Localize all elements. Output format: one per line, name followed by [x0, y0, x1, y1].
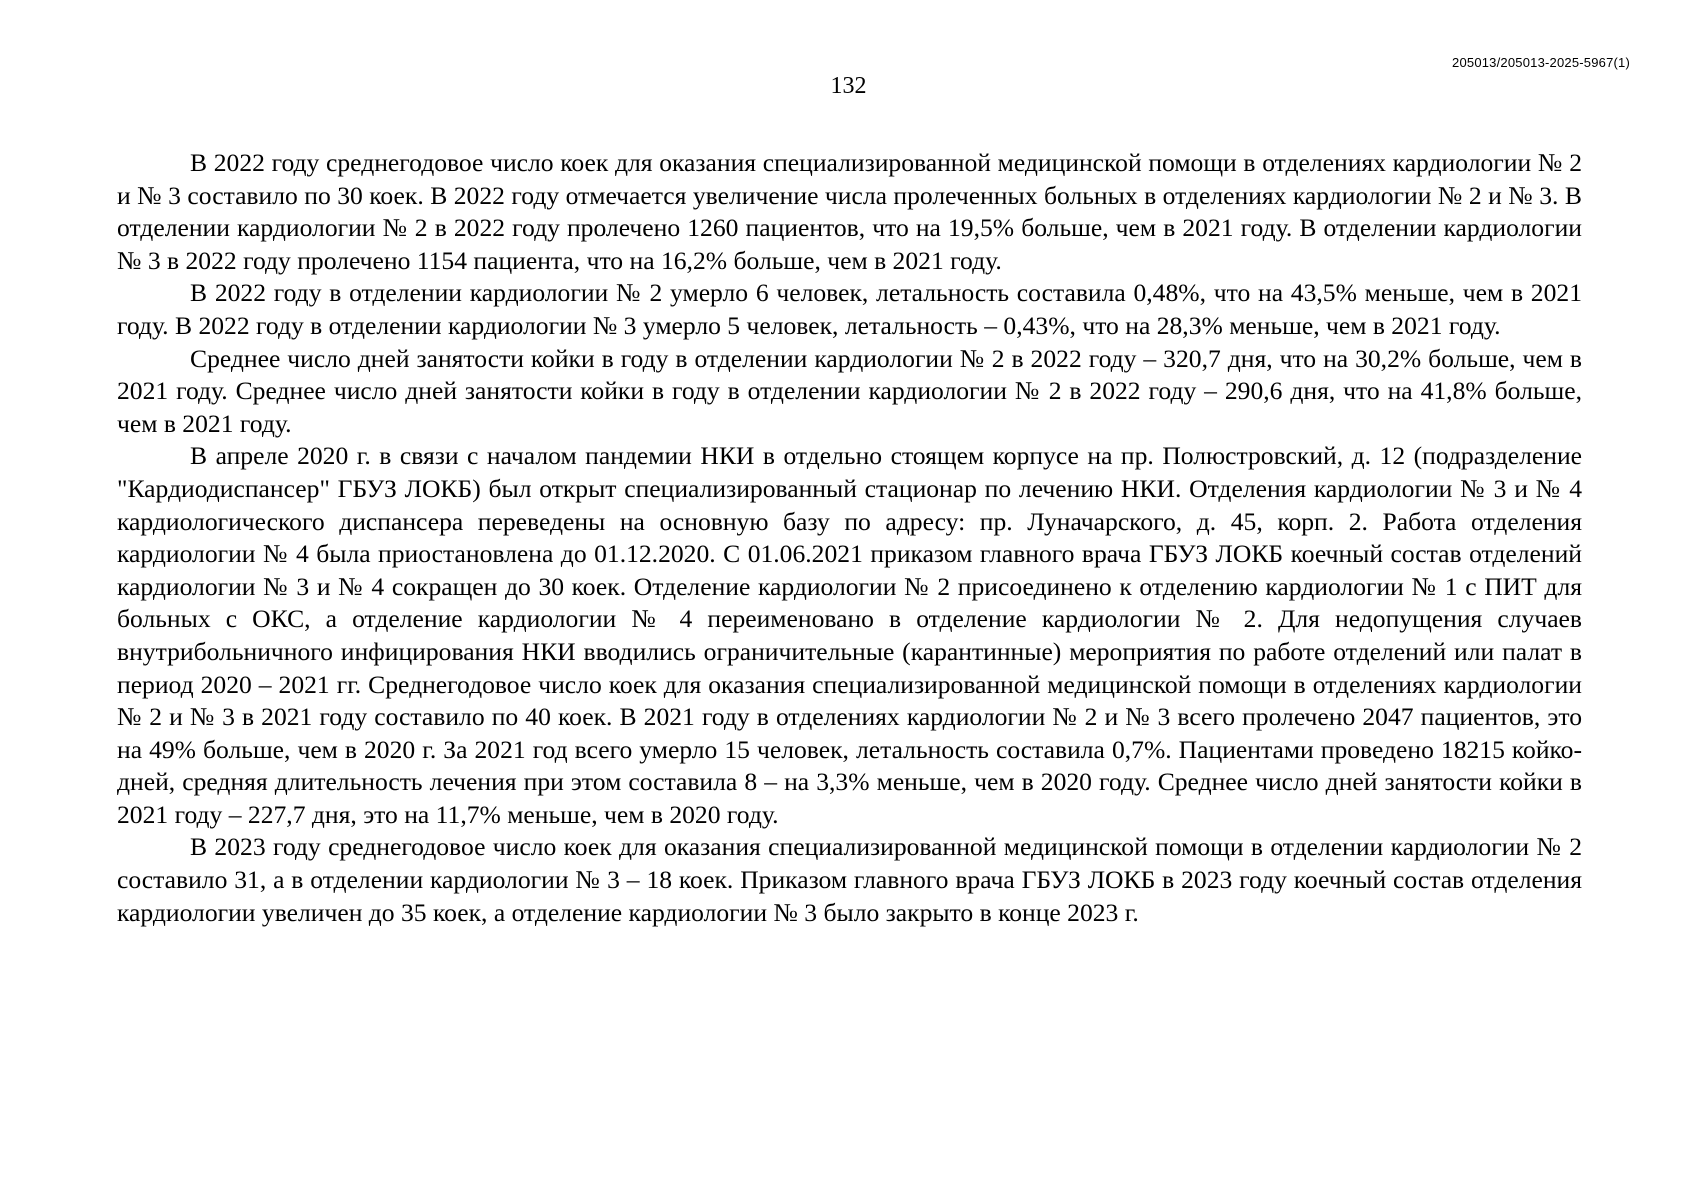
paragraph-1: В 2022 году среднегодовое число коек для оказания специализированной медицинской помощи в отделениях кардиологии № 2 и № 3 составило по 30 коек. В 2022 году отмечается увеличение числа пролеченных больных в отделениях кардиологии № 2 и № 3. В отделении кардиологии № 2 в 2022 году пролечено 1260 пациентов, что на 19,5% больше, чем в 2021 году. В отделении кардиологии № 3 в 2022 году пролечено 1154 пациента, что на 16,2% больше, чем в 2021 году. [117, 148, 1582, 275]
paragraph-2: В 2022 году в отделении кардиологии № 2 умерло 6 человек, летальность составила 0,48%, что на 43,5% меньше, чем в 2021 году. В 2022 году в отделении кардиологии № 3 умерло 5 человек, летальность – 0,43%, что на 28,3% меньше, чем в 2021 году. [117, 278, 1582, 340]
paragraph-4: В апреле 2020 г. в связи с началом пандемии НКИ в отдельно стоящем корпусе на пр. Полюстровский, д. 12 (подразделение "Кардиодиспансер" ГБУЗ ЛОКБ) был открыт специализированный стационар по лечению НКИ. Отделения кардиологии № 3 и № 4 кардиологического диспансера переведены на основную базу по адресу: пр. Луначарского, д. 45, корп. 2. Работа отделения кардиологии № 4 была приостановлена до 01.12.2020. С 01.06.2021 приказом главного врача ГБУЗ ЛОКБ коечный состав отделений кардиологии № 3 и № 4 сокращен до 30 коек. Отделение кардиологии № 2 присоединено к отделению кардиологии № 1 с ПИТ для больных с ОКС, а отделение кардиологии № 4 переименовано в отделение кардиологии № 2. Для недопущения случаев внутрибольничного инфицирования НКИ вводились ограничительные (карантинные) мероприятия по работе отделений или палат в период 2020 – 2021 гг. Среднегодовое число коек для оказания специализированной медицинской помощи в отделениях кардиологии № 2 и № 3 в 2021 году составило по 40 коек. В 2021 году в отделениях кардиологии № 2 и № 3 всего пролечено 2047 пациентов, это на 49% больше, чем в 2020 г. За 2021 год всего умерло 15 человек, летальность составила 0,7%. Пациентами проведено 18215 койко-дней, средняя длительность лечения при этом составила 8 – на 3,3% меньше, чем в 2020 году. Среднее число дней занятости койки в 2021 году – 227,7 дня, это на 11,7% меньше, чем в 2020 году. [117, 441, 1582, 829]
paragraph-3: Среднее число дней занятости койки в году в отделении кардиологии № 2 в 2022 году – 320,7 дня, что на 30,2% больше, чем в 2021 году. Среднее число дней занятости койки в году в отделении кардиологии № 2 в 2022 году – 290,6 дня, что на 41,8% больше, чем в 2021 году. [117, 343, 1582, 438]
paragraph-5: В 2023 году среднегодовое число коек для оказания специализированной медицинской помощи в отделении кардиологии № 2 составило 31, а в отделении кардиологии № 3 – 18 коек. Приказом главного врача ГБУЗ ЛОКБ в 2023 году коечный состав отделения кардиологии увеличен до 35 коек, а отделение кардиологии № 3 было закрыто в конце 2023 г. [117, 832, 1582, 927]
page-number: 132 [830, 73, 867, 99]
document-body [117, 147, 1582, 929]
document-id: 205013/205013-2025-5967(1) [1452, 55, 1630, 70]
